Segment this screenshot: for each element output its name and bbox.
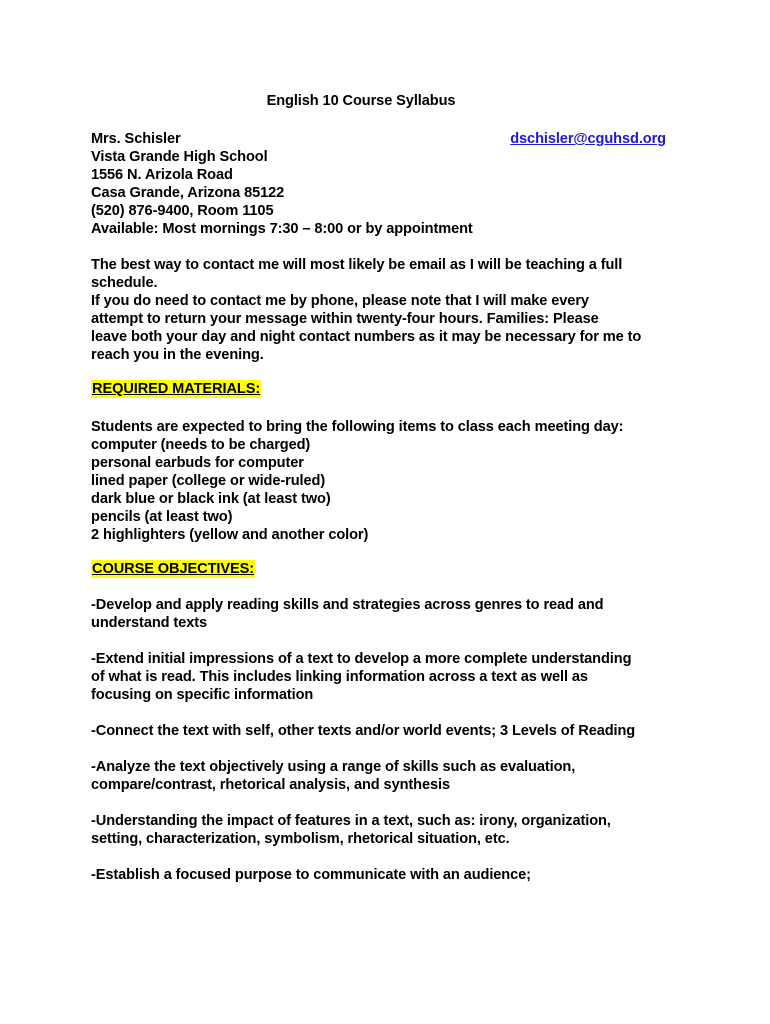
material-item: dark blue or black ink (at least two): [91, 491, 331, 507]
document-body: [91, 92, 681, 884]
objective-line: -Analyze the text objectively using a range of skills such as evaluation,: [91, 759, 576, 775]
objective-line: -Develop and apply reading skills and strategies across genres to read and: [91, 597, 604, 613]
objective-line: of what is read. This includes linking information across a text as well as: [91, 669, 588, 685]
objective-line: focusing on specific information: [91, 687, 314, 703]
materials-intro: Students are expected to bring the following items to class each meeting day:: [91, 419, 624, 435]
materials-section: [91, 380, 681, 544]
objective-item: [91, 596, 681, 632]
school-name: Vista Grande High School: [91, 149, 268, 165]
contact-note-line: attempt to return your message within twenty-four hours. Families: Please: [91, 311, 599, 327]
materials-heading: REQUIRED MATERIALS:: [92, 381, 261, 397]
objective-line: compare/contrast, rhetorical analysis, and synthesis: [91, 777, 450, 793]
contact-note-line: If you do need to contact me by phone, please note that I will make every: [91, 293, 589, 309]
objectives-section: [91, 560, 681, 884]
objective-item: [91, 650, 681, 704]
objective-line: setting, characterization, symbolism, rhetorical situation, etc.: [91, 831, 510, 847]
contact-block: [91, 130, 681, 238]
address-line-1: 1556 N. Arizola Road: [91, 167, 233, 183]
objective-item: [91, 758, 681, 794]
contact-note-line: reach you in the evening.: [91, 347, 264, 363]
objective-line: -Extend initial impressions of a text to develop a more complete understanding: [91, 651, 632, 667]
material-item: computer (needs to be charged): [91, 437, 311, 453]
contact-note-line: leave both your day and night contact numbers as it may be necessary for me to: [91, 329, 642, 345]
objective-item: [91, 812, 681, 848]
teacher-name: Mrs. Schisler: [91, 131, 181, 147]
material-item: 2 highlighters (yellow and another color): [91, 527, 369, 543]
contact-note-line: schedule.: [91, 275, 158, 291]
phone-room: (520) 876-9400, Room 1105: [91, 203, 274, 219]
materials-list: [91, 418, 681, 544]
email-link[interactable]: dschisler@cguhsd.org: [510, 131, 666, 147]
objective-item: [91, 722, 681, 740]
objective-line: -Establish a focused purpose to communicate with an audience;: [91, 867, 531, 883]
document-title: English 10 Course Syllabus: [266, 93, 456, 109]
contact-note-line: The best way to contact me will most likely be email as I will be teaching a full: [91, 257, 623, 273]
objective-line: understand texts: [91, 615, 207, 631]
address-line-2: Casa Grande, Arizona 85122: [91, 185, 285, 201]
contact-note: [91, 256, 681, 364]
objective-item: [91, 866, 681, 884]
objective-line: -Understanding the impact of features in a text, such as: irony, organization,: [91, 813, 611, 829]
material-item: pencils (at least two): [91, 509, 233, 525]
material-item: personal earbuds for computer: [91, 455, 304, 471]
objectives-heading: COURSE OBJECTIVES:: [92, 561, 255, 577]
material-item: lined paper (college or wide-ruled): [91, 473, 326, 489]
availability: Available: Most mornings 7:30 – 8:00 or by appointment: [91, 221, 473, 237]
name-row: [91, 130, 666, 148]
objective-line: -Connect the text with self, other texts and/or world events; 3 Levels of Reading: [91, 723, 636, 739]
